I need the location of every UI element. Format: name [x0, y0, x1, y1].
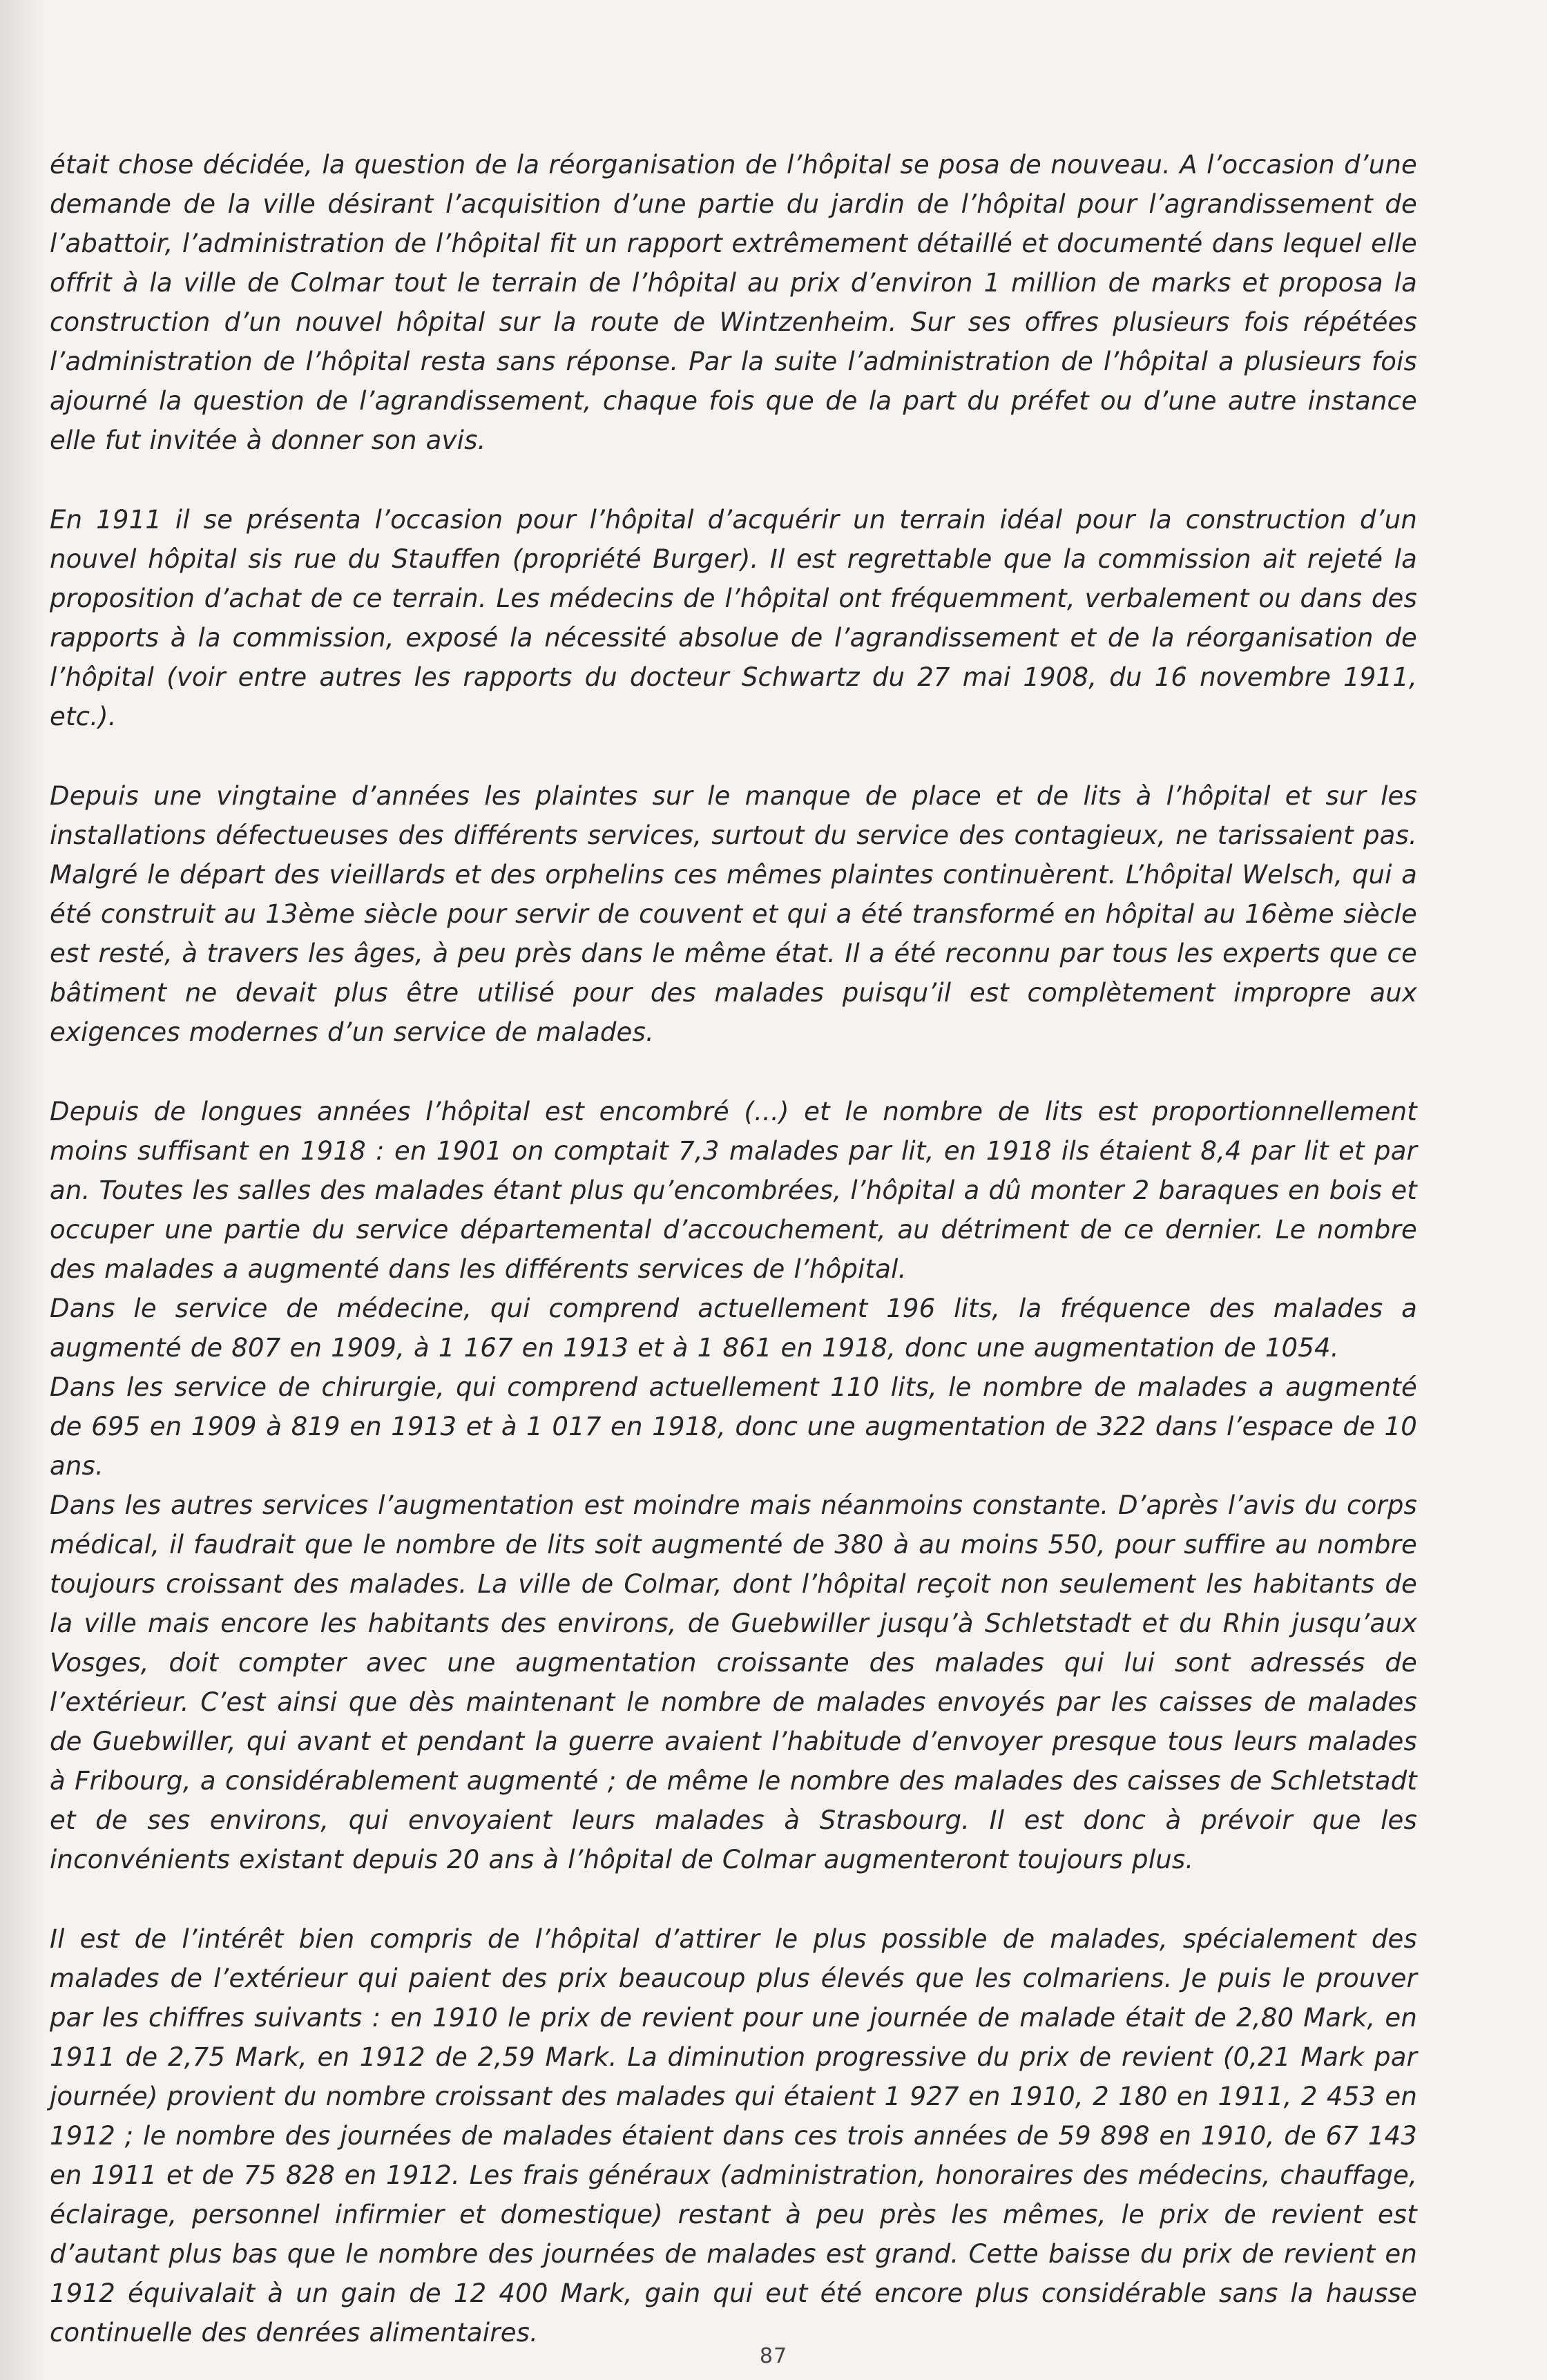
paragraph-1911-terrain: En 1911 il se présenta l’occasion pour l’hôpital d’acquérir un terrain idéal pour la construction d’un nouvel hôpital sis rue du Stauffen (propriété Burger). Il est regrettable que la commission ait rejeté la proposition d’achat de ce terrain. Les médecins de l’hôpital ont fréquemment, verbalement ou dans des rapports à la commission, exposé la nécessité absolue de l’agrandissement et de la réorganisation de l’hôpital (voir entre autres les rapports du docteur Schwartz du 27 mai 1908, du 16 novembre 1911, etc.). — [50, 505, 1417, 731]
paragraph-plaintes: Depuis une vingtaine d’années les plaintes sur le manque de place et de lits à l’hôpital et sur les installations défectueuses des différents services, surtout du service des contagieux, ne tarissaient pas. Malgré le départ des vieillards et des orphelins ces mêmes plaintes continuèrent. L’hôpital Welsch, qui a été construit au 13ème siècle pour servir de couvent et qui a été transformé en hôpital au 16ème siècle est resté, à travers les âges, à peu près dans le même état. Il a été reconnu par tous les experts que ce bâtiment ne devait plus être utilisé pour des malades puisqu’il est complètement impropre aux exigences modernes d’un service de malades. — [50, 781, 1417, 1047]
body-text — [50, 145, 1417, 2352]
paragraph-reorganisation: était chose décidée, la question de la réorganisation de l’hôpital se posa de nouveau. A l’occasion d’une demande de la ville désirant l’acquisition d’une partie du jardin de l’hôpital pour l’agrandissement de l’abattoir, l’administration de l’hôpital fit un rapport extrêmement détaillé et documenté dans lequel elle offrit à la ville de Colmar tout le terrain de l’hôpital au prix d’environ 1 million de marks et proposa la construction d’un nouvel hôpital sur la route de Wintzenheim. Sur ses offres plusieurs fois répétées l’administration de l’hôpital resta sans réponse. Par la suite l’administration de l’hôpital a plusieurs fois ajourné la question de l’agrandissement, chaque fois que de la part du préfet ou d’une autre instance elle fut invitée à donner son avis. — [50, 150, 1417, 455]
paragraph-chirurgie: Dans les service de chirurgie, qui comprend actuellement 110 lits, le nombre de malades a augmenté de 695 en 1909 à 819 en 1913 et à 1 017 en 1918, donc une augmentation de 322 dans l’espace de 10 ans. — [50, 1372, 1417, 1481]
scan-edge-shadow — [0, 0, 48, 2380]
paragraph-autres-services: Dans les autres services l’augmentation est moindre mais néanmoins constante. D’après l’avis du corps médical, il faudrait que le nombre de lits soit augmenté de 380 à au moins 550, pour suffire au nombre toujours croissant des malades. La ville de Colmar, dont l’hôpital reçoit non seulement les habitants de la ville mais encore les habitants des environs, de Guebwiller jusqu’à Schletstadt et du Rhin jusqu’aux Vosges, doit compter avec une augmentation croissante des malades qui lui sont adressés de l’extérieur. C’est ainsi que dès maintenant le nombre de malades envoyés par les caisses de malades de Guebwiller, qui avant et pendant la guerre avaient l’habitude d’envoyer presque tous leurs malades à Fribourg, a considérablement augmenté ; de même le nombre des malades des caisses de Schletstadt et de ses environs, qui envoyaient leurs malades à Strasbourg. Il est donc à prévoir que les inconvénients existant depuis 20 ans à l’hôpital de Colmar augmenteront toujours plus. — [50, 1490, 1417, 1874]
paragraph-prix-de-revient: Il est de l’intérêt bien compris de l’hôpital d’attirer le plus possible de malades, spécialement des malades de l’extérieur qui paient des prix beaucoup plus élevés que les colmariens. Je puis le prouver par les chiffres suivants : en 1910 le prix de revient pour une journée de malade était de 2,80 Mark, en 1911 de 2,75 Mark, en 1912 de 2,59 Mark. La diminution progressive du prix de revient (0,21 Mark par journée) provient du nombre croissant des malades qui étaient 1 927 en 1910, 2 180 en 1911, 2 453 en 1912 ; le nombre des journées de malades étaient dans ces trois années de 59 898 en 1910, de 67 143 en 1911 et de 75 828 en 1912. Les frais généraux (administration, honoraires des médecins, chauffage, éclairage, personnel infirmier et domestique) restant à peu près les mêmes, le prix de revient est d’autant plus bas que le nombre des journées de malades est grand. Cette baisse du prix de revient en 1912 équivalait à un gain de 12 400 Mark, gain qui eut été encore plus considérable sans la hausse continuelle des denrées alimentaires. — [50, 1924, 1417, 2348]
paragraph-medecine: Dans le service de médecine, qui comprend actuellement 196 lits, la fréquence des malades a augmenté de 807 en 1909, à 1 167 en 1913 et à 1 861 en 1918, donc une augmentation de 1054. — [50, 1294, 1417, 1363]
page-number: 87 — [759, 2344, 788, 2368]
paragraph-encombrement: Depuis de longues années l’hôpital est encombré (...) et le nombre de lits est proportionnellement moins suffisant en 1918 : en 1901 on comptait 7,3 malades par lit, en 1918 ils étaient 8,4 par lit et par an. Toutes les salles des malades étant plus qu’encombrées, l’hôpital a dû monter 2 baraques en bois et occuper une partie du service départemental d’accouchement, au détriment de ce dernier. Le nombre des malades a augmenté dans les différents services de l’hôpital. — [50, 1097, 1417, 1284]
